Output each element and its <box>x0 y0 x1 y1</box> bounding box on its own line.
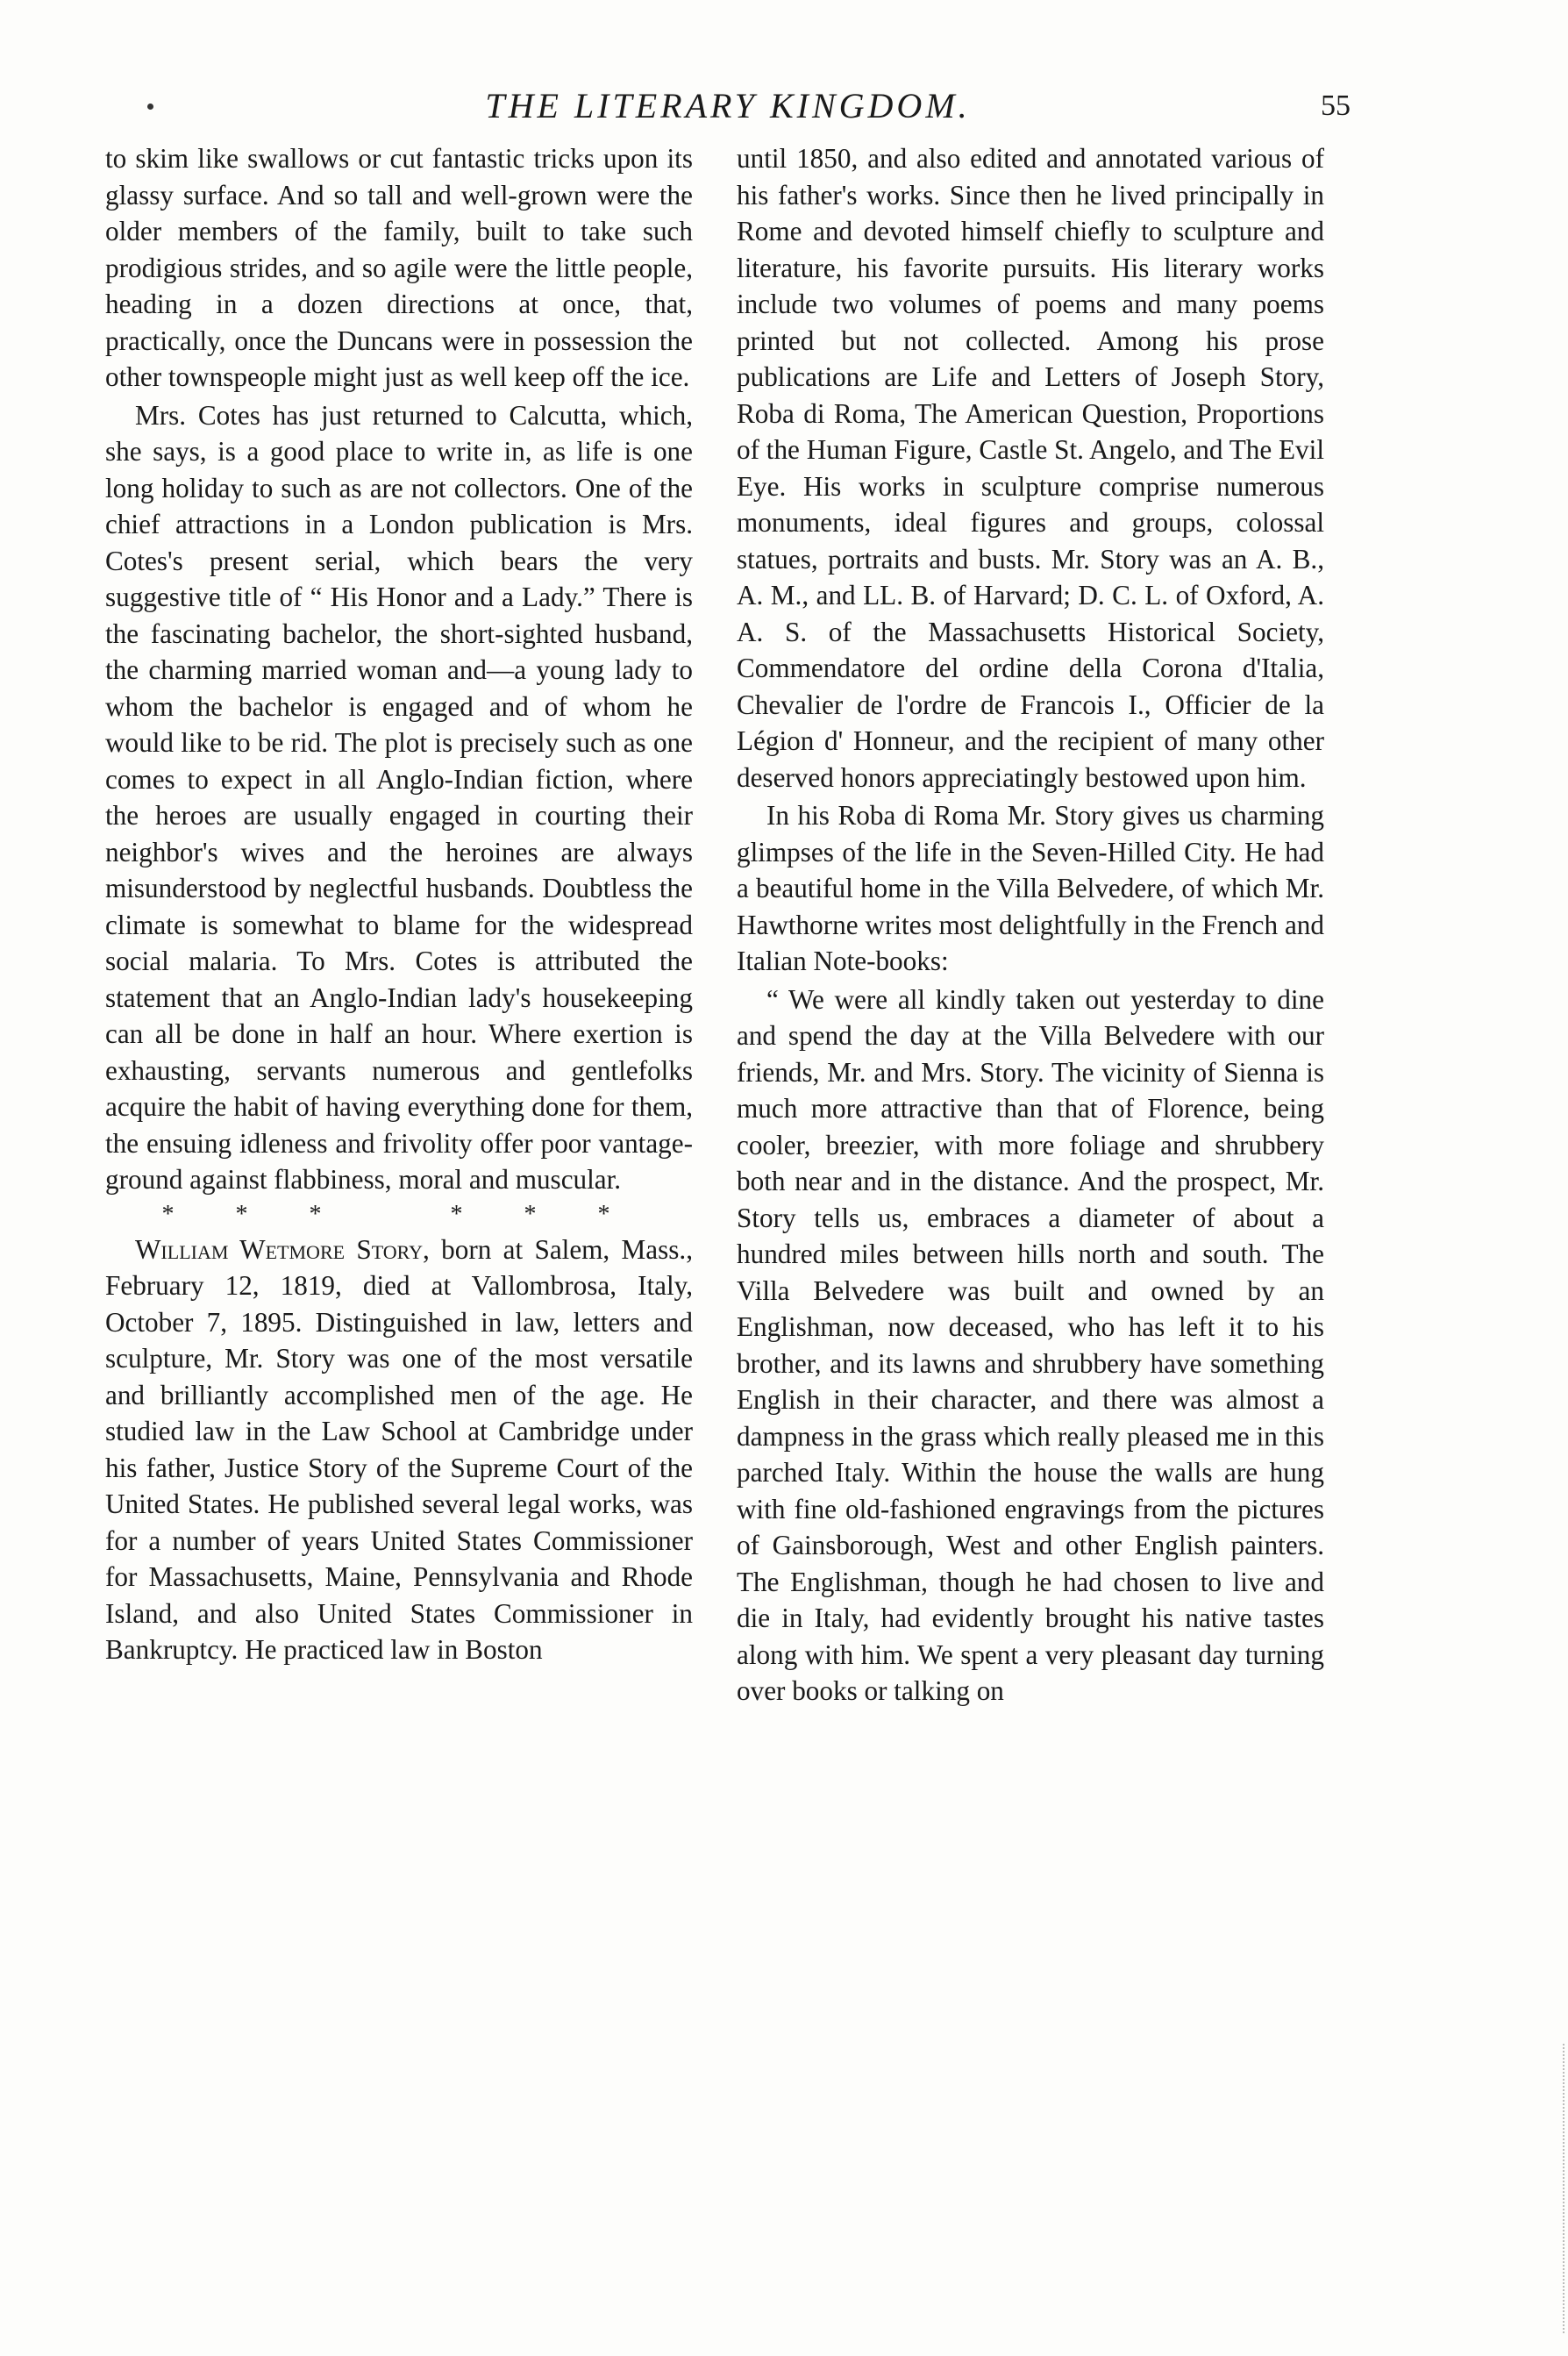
paragraph-story-works: until 1850, and also edited and annotated various of his father's works. Since then he lived principally in Rome and devoted himself chiefly to sculpture and literature, his favorite pursuits. His literary works include two volumes of poems and many poems printed but not collected. Among his prose publications are Life and Letters of Joseph Story, Roba di Roma, The American Question, Proportions of the Human Figure, Castle St. Angelo, and The Evil Eye. His works in sculpture comprise numerous monuments, ideal figures and groups, colossal statues, portraits and busts. Mr. Story was an A. B., A. M., and LL. B. of Harvard; D. C. L. of Oxford, A. A. S. of the Massachusetts Historical Society, Commendatore del ordine della Corona d'Italia, Chevalier de l'ordre de Francois I., Officier de la Légion d' Honneur, and the recipient of many other deserved honors appreciatingly bestowed upon him. <box>737 143 1324 793</box>
page-number: 55 <box>1321 89 1351 122</box>
paragraph-william-story-text: born at Salem, Mass., February 12, 1819, died at Vallombrosa, Italy, October 7, 1895. Distinguished in law, letters and sculpture, Mr. Story was one of the most versatile and brilliantly accomplished men of the age. He studied law in the Law School at Cambridge under his father, Justice Story of the Supreme Court of the United States. He published several legal works, was for a number of years United States Commissioner for Massachusetts, Maine, Pennsylvania and Rhode Island, and also United States Commissioner in Bankruptcy. He practiced law in Boston <box>105 1233 693 1665</box>
page-edge-mark <box>1550 2044 1564 2333</box>
section-separator: *** *** <box>161 1200 672 1228</box>
paragraph-william-story <box>105 1232 693 1668</box>
subject-name: William Wetmore Story, <box>135 1233 430 1265</box>
paragraph-roba-di-roma: In his Roba di Roma Mr. Story gives us charming glimpses of the life in the Seven-Hilled City. He had a beautiful home in the Villa Belvedere, of which Mr. Hawthorne writes most delightfully in the French and Italian Note-books: <box>737 800 1324 976</box>
right-column <box>737 140 1324 1711</box>
paragraph-hawthorne-quote: “ We were all kindly taken out yesterday to dine and spend the day at the Villa Belvedere with our friends, Mr. and Mrs. Story. The vicinity of Sienna is much more attractive than that of Florence, being cooler, breezier, with more foliage and shrubbery both near and in the distance. And the prospect, Mr. Story tells us, embraces a diameter of about a hundred miles between hills north and south. The Villa Belvedere was built and owned by an Englishman, now deceased, who has left it to his brother, and its lawns and shrubbery have something English in their character, and there was almost a dampness in the grass which really pleased me in this parched Italy. Within the house the walls are hung with fine old-fashioned engravings from the pictures of Gainsborough, West and other English painters. The Englishman, though he had chosen to live and die in Italy, had evidently brought his native tastes along with him. We spent a very pleasant day turning over books or talking on <box>737 983 1324 1706</box>
running-head <box>105 84 1351 128</box>
paragraph-mrs-cotes: Mrs. Cotes has just returned to Calcutta, which, she says, is a good place to write in, as life is one long holiday to such as are not collectors. One of the chief attractions in a London publication is Mrs. Cotes's present serial, which bears the very suggestive title of “ His Honor and a Lady.” There is the fascinating bachelor, the short-sighted husband, the charming married woman and—a young lady to whom the bachelor is engaged and of whom he would like to be rid. The plot is precisely such as one comes to expect in all Anglo-Indian fiction, where the heroes are usually engaged in courting their neighbor's wives and the heroines are always misunderstood by neglectful husbands. Doubtless the climate is somewhat to blame for the widespread social malaria. To Mrs. Cotes is attributed the statement that an Anglo-Indian lady's housekeeping can all be done in half an hour. Where exertion is exhausting, servants numerous and gentlefolks acquire the habit of having everything done for them, the ensuing idleness and frivolity offer poor vantage-ground against flabbiness, moral and muscular. <box>105 399 693 1195</box>
paragraph-ice-skating: to skim like swallows or cut fantastic tricks upon its glassy surface. And so tall and well-grown were the older members of the family, built to take such prodigious strides, and so agile were the little people, heading in a dozen directions at once, that, practically, once the Duncans were in possession the other townspeople might just as well keep off the ice. <box>105 143 693 392</box>
running-title: THE LITERARY KINGDOM. <box>485 86 971 125</box>
left-column <box>105 140 693 1670</box>
